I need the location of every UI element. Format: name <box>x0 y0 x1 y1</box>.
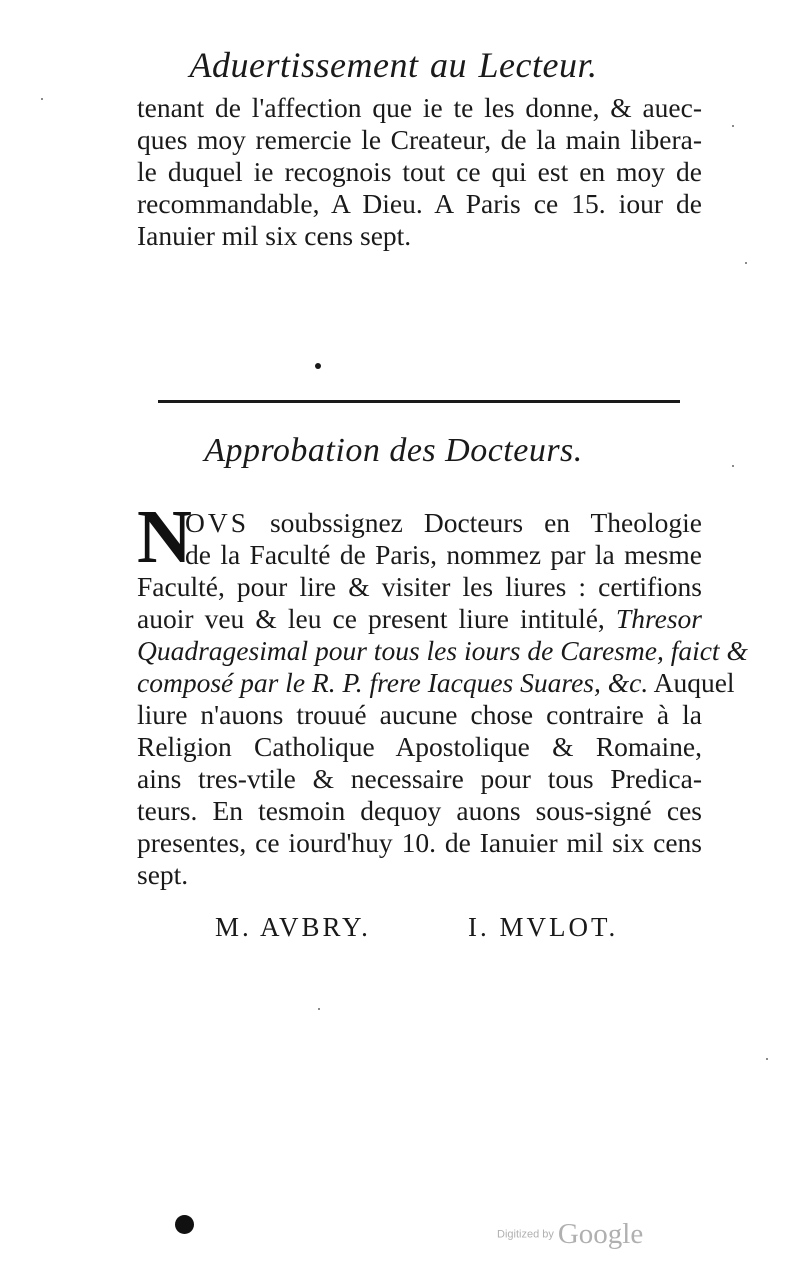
italic-title-fragment: composé par le R. P. frere Iacques Suares, <box>137 667 601 698</box>
text-line: ques moy remercie le Createur, de la main libera- <box>137 124 702 155</box>
text-line: tenant de l'affection que ie te les donne, & auec- <box>137 92 702 123</box>
signature-mulot: I. MVLOT. <box>468 912 619 942</box>
paper-speck <box>41 98 43 100</box>
text-fragment: Auquel <box>653 667 735 698</box>
smallcaps-word: OVS <box>185 507 250 538</box>
google-logo: Google <box>557 1218 644 1250</box>
text-line <box>137 507 702 539</box>
italic-title-fragment: Thresor <box>615 603 702 634</box>
advertissement-paragraph <box>137 92 702 252</box>
drop-cap-initial: N <box>137 495 192 579</box>
text-line <box>137 667 735 699</box>
text-line: liure n'auons trouué aucune chose contraire à la <box>137 699 702 730</box>
section-divider-rule <box>158 400 680 403</box>
text-line: Faculté, pour lire & visiter les liures : certifions <box>137 571 702 602</box>
text-line <box>137 603 702 635</box>
text-line: le duquel ie recognois tout ce qui est en moy de <box>137 156 702 187</box>
paper-speck <box>745 262 747 264</box>
text-fragment: soubssignez Docteurs en Theologie <box>269 507 702 538</box>
text-line: Ianuier mil six cens sept. <box>137 220 412 251</box>
approbation-paragraph <box>137 495 748 891</box>
italic-etc: &c. <box>607 667 649 698</box>
ornament-dot <box>315 363 321 369</box>
section-heading: Approbation des Docteurs. <box>204 432 583 469</box>
running-head: Aduertissement au Lecteur. <box>189 45 598 85</box>
watermark-prefix: Digitized by <box>497 1228 554 1241</box>
paper-speck <box>732 125 734 127</box>
signature-aubry: M. AVBRY. <box>215 912 371 942</box>
text-line: teurs. En tesmoin dequoy auons sous-signé ces <box>137 795 702 826</box>
paper-speck <box>732 465 734 467</box>
text-line: Religion Catholique Apostolique & Romaine, <box>137 731 702 762</box>
text-line: recommandable, A Dieu. A Paris ce 15. iour de <box>137 188 702 219</box>
text-line: de la Faculté de Paris, nommez par la mesme <box>185 539 702 570</box>
text-line: sept. <box>137 859 189 890</box>
text-fragment: auoir veu & leu ce present liure intitulé, <box>137 603 605 634</box>
paper-speck <box>318 1008 320 1010</box>
paper-speck <box>766 1058 768 1060</box>
text-line: presentes, ce iourd'huy 10. de Ianuier mil six cens <box>137 827 702 858</box>
ink-blot <box>175 1215 194 1234</box>
italic-title-line: Quadragesimal pour tous les iours de Caresme, faict & <box>137 635 748 666</box>
digitized-by-google-watermark <box>497 1218 643 1251</box>
text-line: ains tres-vtile & necessaire pour tous Predica- <box>137 763 702 794</box>
